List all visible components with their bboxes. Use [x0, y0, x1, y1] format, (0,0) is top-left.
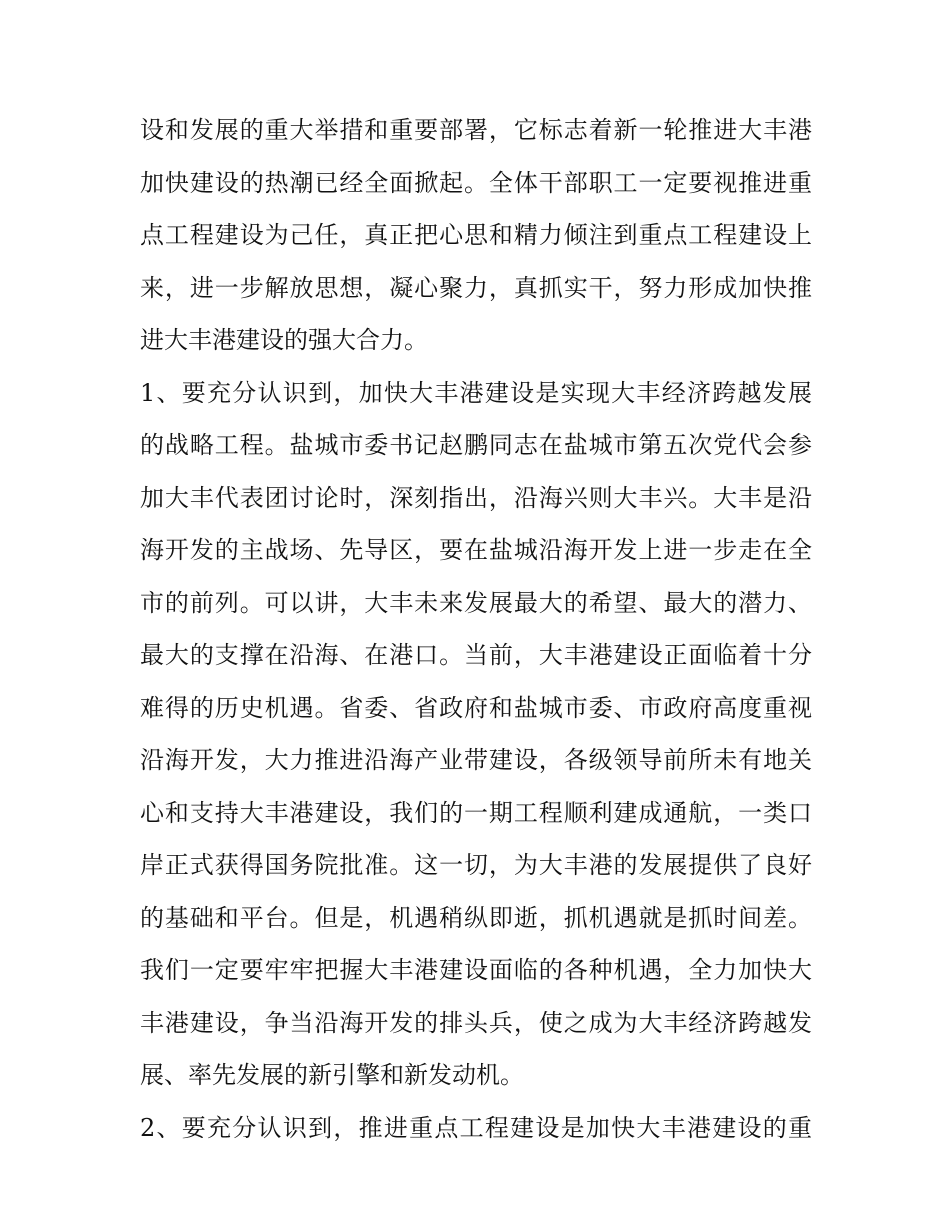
text-line: 点工程建设为己任，真正把心思和精力倾注到重点工程建设上	[140, 221, 812, 249]
text-line: 沿海开发，大力推进沿海产业带建设，各级领导前所未有地关	[140, 746, 812, 774]
text-line: 丰港建设，争当沿海开发的排头兵，使之成为大丰经济跨越发	[140, 1008, 812, 1037]
text-line: 设和发展的重大举措和重要部署，它标志着新一轮推进大丰港	[140, 116, 812, 144]
text-line: 2、要充分认识到，推进重点工程建设是加快大丰港建设的重	[140, 1113, 812, 1142]
text-line: 我们一定要牢牢把握大丰港建设面临的各种机遇，全力加快大	[140, 956, 812, 984]
text-line: 海开发的主战场、先导区，要在盐城沿海开发上进一步走在全	[140, 536, 812, 564]
text-line: 市的前列。可以讲，大丰未来发展最大的希望、最大的潜力、	[140, 588, 812, 617]
text-line: 加大丰代表团讨论时，深刻指出，沿海兴则大丰兴。大丰是沿	[140, 483, 812, 512]
paragraph-point-1	[140, 367, 812, 1102]
text-line: 加快建设的热潮已经全面掀起。全体干部职工一定要视推进重	[140, 168, 812, 197]
text-line: 岸正式获得国务院批准。这一切，为大丰港的发展提供了良好	[140, 851, 812, 879]
paragraph-intro	[140, 104, 812, 367]
text-line: 展、率先发展的新引擎和新发动机。	[140, 1061, 524, 1089]
text-line: 1、要充分认识到，加快大丰港建设是实现大丰经济跨越发展	[140, 378, 812, 407]
text-line: 心和支持大丰港建设，我们的一期工程顺利建成通航，一类口	[140, 798, 812, 827]
text-line: 难得的历史机遇。省委、省政府和盐城市委、市政府高度重视	[140, 693, 812, 722]
text-line: 的战略工程。盐城市委书记赵鹏同志在盐城市第五次党代会参	[140, 431, 812, 459]
paragraph-point-2	[140, 1102, 812, 1155]
text-line: 的基础和平台。但是，机遇稍纵即逝，抓机遇就是抓时间差。	[140, 903, 812, 932]
text-line: 来，进一步解放思想，凝心聚力，真抓实干，努力形成加快推	[140, 273, 812, 302]
text-line: 最大的支撑在沿海、在港口。当前，大丰港建设正面临着十分	[140, 641, 812, 669]
text-line: 进大丰港建设的强大合力。	[140, 326, 428, 354]
document-body	[140, 104, 812, 1154]
